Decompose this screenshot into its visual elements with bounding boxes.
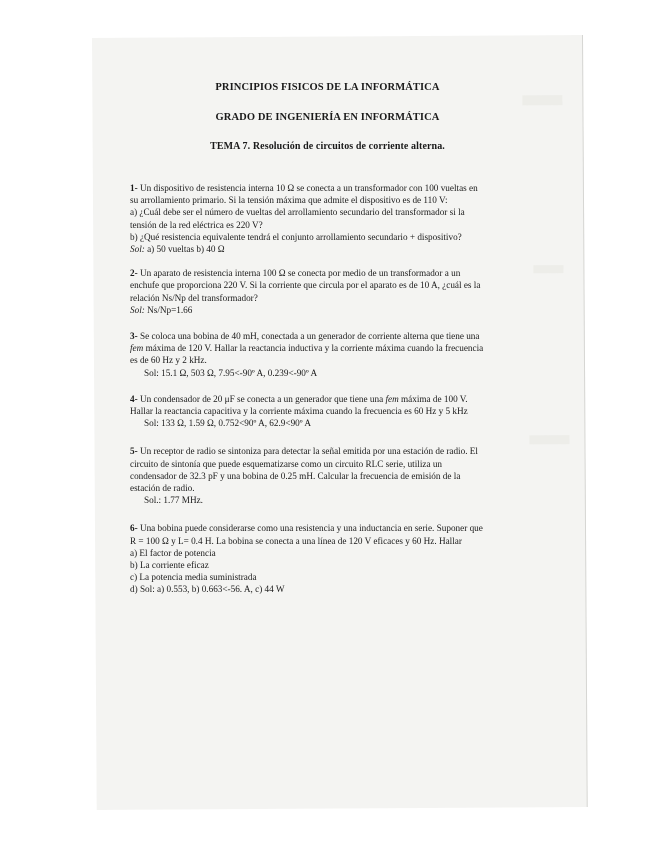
bleed-through-mark: [522, 95, 562, 105]
problem-text: máxima de 100 V. Hallar la reactancia capacitiva y la corriente máxima cuando la frecuencia es 60 Hz y 5 kHz: [130, 393, 468, 417]
problem-solution: Sol: a) 50 vueltas b) 40 Ω: [130, 244, 225, 255]
option-a: a) El factor de potencia: [130, 547, 216, 558]
course-title: PRINCIPIOS FISICOS DE LA INFORMÁTICA: [215, 82, 440, 93]
problem-1: [130, 182, 488, 255]
problem-solution: d) Sol: a) 0.553, b) 0.663<-56. A, c) 44 W: [130, 584, 285, 595]
fem-term: fem: [130, 343, 144, 354]
degree-title: GRADO DE INGENIERÍA EN INFORMÁTICA: [215, 112, 440, 123]
problem-list: [130, 182, 488, 610]
problem-text: máxima de 120 V. Hallar la reactancia inductiva y la corriente máxima cuando la frecuencia es de 60 Hz y 2 kHz.: [130, 343, 484, 366]
problem-solution: Sol: 15.1 Ω, 503 Ω, 7.95<-90º A, 0.239<-90º A: [144, 367, 318, 378]
problem-3: [130, 330, 488, 379]
problem-solution: Sol: Ns/Np=1.66: [130, 304, 193, 315]
problem-number: 5-: [130, 446, 138, 457]
problem-text: Un aparato de resistencia interna 100 Ω se conecta por medio de un transformador a un enchufe que proporciona 220 V. Si la corriente que circula por el aparato es de 10 A, ¿cuál es la relación Ns/Np del transformador?: [130, 268, 481, 303]
option-b: b) La corriente eficaz: [130, 560, 209, 571]
problem-4: [130, 393, 488, 430]
bleed-through-mark: [529, 435, 569, 444]
problem-number: 6-: [130, 523, 138, 534]
problem-5: [130, 445, 488, 506]
problem-part-b: b) ¿Qué resistencia equivalente tendrá el conjunto arrollamiento secundario + dispositivo?: [130, 231, 462, 242]
problem-text: Un receptor de radio se sintoniza para detectar la señal emitida por una estación de radio. El circuito de sintonía que puede esquematizarse como un circuito RLC serie, utiliza un condensador de 32.3 pF y una bobina de 0.25 mH. Calcular la frecuencia de emisión de la estación de radio.: [130, 446, 478, 494]
bleed-through-mark: [533, 265, 563, 273]
problem-6: [130, 522, 488, 595]
problem-number: 4-: [130, 393, 138, 404]
problem-number: 2-: [130, 268, 138, 279]
problem-text: Un condensador de 20 μF se conecta a un generador que tiene una: [139, 393, 384, 404]
option-c: c) La potencia media suministrada: [130, 572, 257, 583]
topic-title: TEMA 7. Resolución de circuitos de corriente alterna.: [210, 141, 445, 152]
problem-text: Una bobina puede considerarse como una resistencia y una inductancia en serie. Suponer que R = 100 Ω y L= 0.4 H. La bobina se conecta a una línea de 120 V eficaces y 60 Hz. Hallar: [130, 523, 483, 546]
problem-number: 1-: [130, 183, 138, 193]
problem-2: [130, 267, 488, 316]
fem-term: fem: [385, 393, 399, 404]
problem-part-a: a) ¿Cuál debe ser el número de vueltas del arrollamiento secundario del transformador si la tensión de la red eléctrica es 220 V?: [130, 207, 465, 230]
problem-text: Un dispositivo de resistencia interna 10 Ω se conecta a un transformador con 100 vueltas en su arrollamiento primario. Si la tensión máxima que admite el dispositivo es de 110 V:: [130, 183, 478, 206]
problem-number: 3-: [130, 331, 138, 342]
problem-solution: Sol: 133 Ω, 1.59 Ω, 0.752<90º A, 62.9<90º A: [144, 418, 312, 429]
problem-text: Se coloca una bobina de 40 mH, conectada a un generador de corriente alterna que tiene una: [139, 331, 480, 342]
problem-solution: Sol.: 1.77 MHz.: [144, 495, 203, 506]
